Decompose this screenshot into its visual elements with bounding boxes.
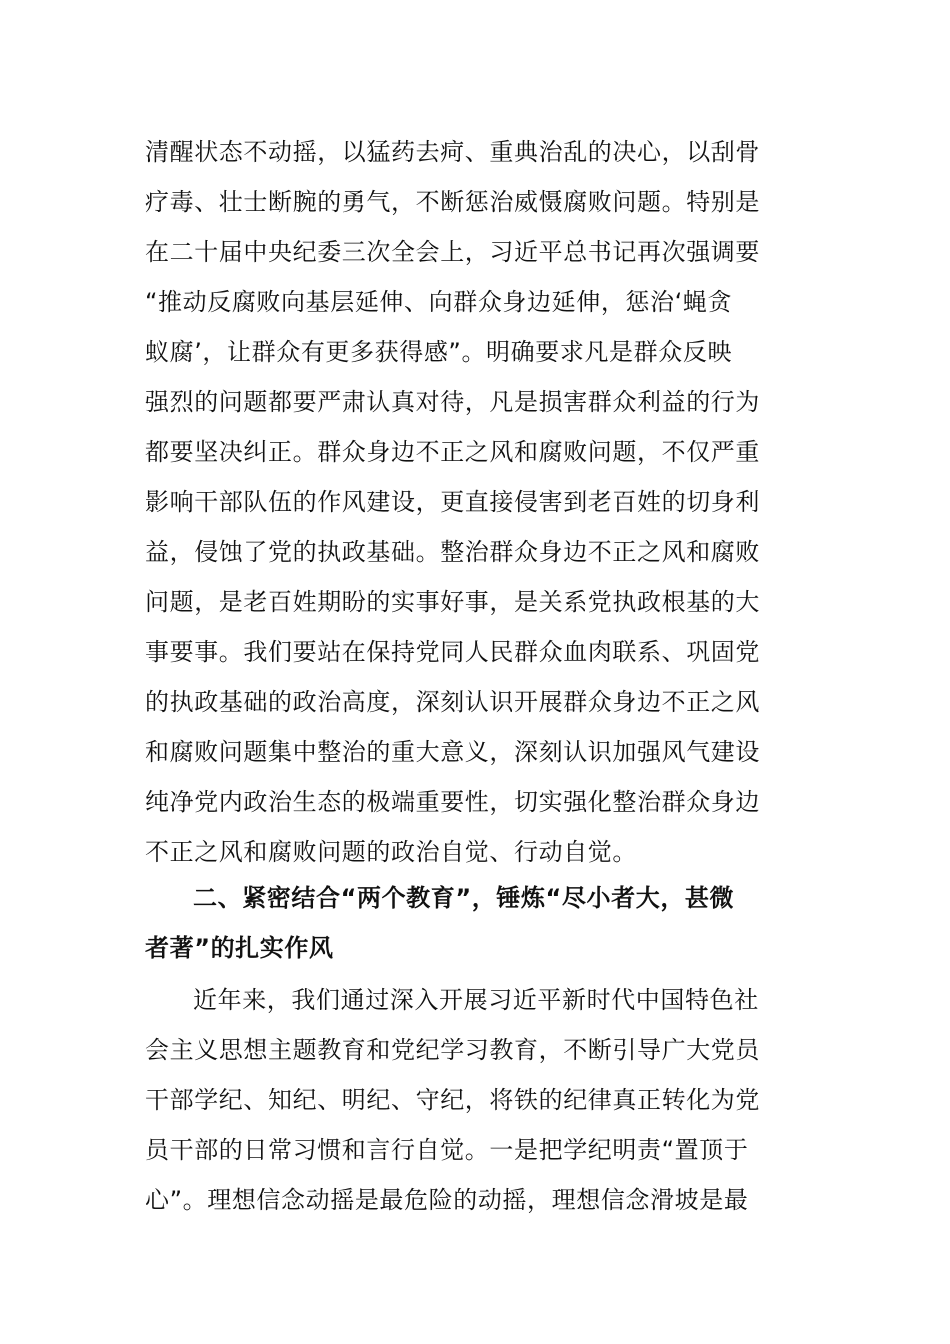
- heading-line: 者著”的扎实作风: [145, 934, 334, 962]
- paragraph-line: 不正之风和腐败问题的政治自觉、行动自觉。: [145, 838, 637, 866]
- paragraph-line: 会主义思想主题教育和党纪学习教育，不断引导广大党员: [145, 1036, 760, 1064]
- paragraph-line: 的执政基础的政治高度，深刻认识开展群众身边不正之风: [145, 688, 760, 716]
- paragraph-line: 影响干部队伍的作风建设，更直接侵害到老百姓的切身利: [145, 488, 760, 516]
- paragraph-line: 疗毒、壮士断腕的勇气，不断惩治威慑腐败问题。特别是: [145, 188, 760, 216]
- paragraph-line: 和腐败问题集中整治的重大意义，深刻认识加强风气建设: [145, 738, 760, 766]
- paragraph-line: 都要坚决纠正。群众身边不正之风和腐败问题，不仅严重: [145, 438, 760, 466]
- paragraph-line: 员干部的日常习惯和言行自觉。一是把学纪明责“置顶于: [145, 1136, 749, 1164]
- paragraph-line: “推动反腐败向基层延伸、向群众身边延伸，惩治‘蝇贪: [145, 288, 733, 316]
- paragraph-line: 心”。理想信念动摇是最危险的动摇，理想信念滑坡是最: [145, 1186, 749, 1214]
- paragraph-line: 纯净党内政治生态的极端重要性，切实强化整治群众身边: [145, 788, 760, 816]
- paragraph-line: 问题，是老百姓期盼的实事好事，是关系党执政根基的大: [145, 588, 760, 616]
- heading-line: 二、紧密结合“两个教育”，锤炼“尽小者大，甚微: [193, 884, 735, 912]
- paragraph-line: 清醒状态不动摇，以猛药去疴、重典治乱的决心，以刮骨: [145, 138, 760, 166]
- paragraph-line: 在二十届中央纪委三次全会上，习近平总书记再次强调要: [145, 238, 760, 266]
- paragraph-line: 近年来，我们通过深入开展习近平新时代中国特色社: [193, 986, 759, 1014]
- paragraph-line: 干部学纪、知纪、明纪、守纪，将铁的纪律真正转化为党: [145, 1086, 760, 1114]
- paragraph-line: 蚁腐’，让群众有更多获得感”。明确要求凡是群众反映: [145, 338, 733, 366]
- paragraph-line: 益，侵蚀了党的执政基础。整治群众身边不正之风和腐败: [145, 538, 760, 566]
- paragraph-line: 强烈的问题都要严肃认真对待，凡是损害群众利益的行为: [145, 388, 760, 416]
- paragraph-line: 事要事。我们要站在保持党同人民群众血肉联系、巩固党: [145, 638, 760, 666]
